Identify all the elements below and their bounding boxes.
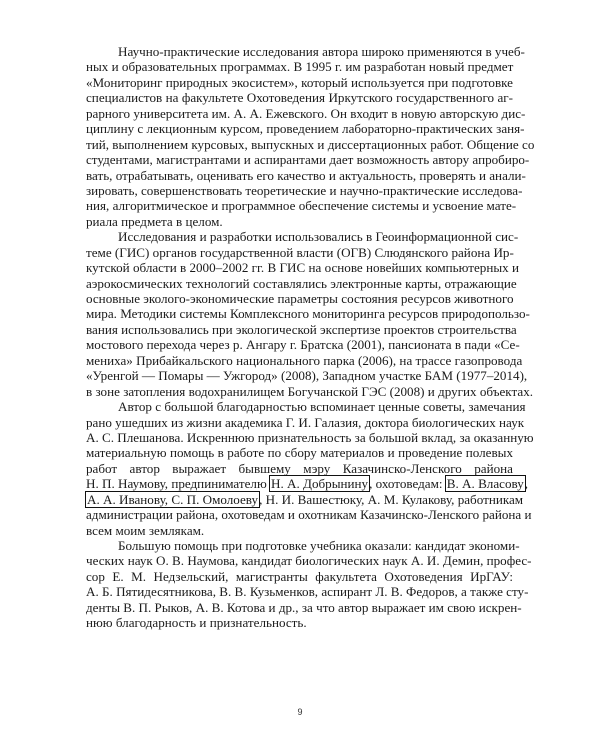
text-line: всем моим землякам.	[86, 522, 205, 538]
highlighted-name-box: Н. А. Добрынину	[271, 476, 369, 492]
text-line: кутской области в 2000–2002 гг. В ГИС на основе новейших компьютерных и	[86, 260, 519, 276]
text-line: циплину с лекционным курсом, проведением лабораторно-практических заня-	[86, 121, 525, 137]
text-line: А. Б. Пятидесятникова, В. В. Кузьменков, аспирант Л. В. Федоров, а также сту-	[86, 584, 529, 600]
text-segment: ,	[524, 476, 529, 492]
text-line: рано ушедших из жизни академика Г. И. Галазия, доктора биологических наук	[86, 414, 525, 430]
text-line: денты В. П. Рыков, А. В. Котова и др., за что автор выражает им свою искрен-	[86, 599, 522, 615]
text-line: основные эколого-экономические параметры состояния ресурсов животного	[86, 291, 514, 306]
text-segment: Н. П. Наумову, предпинимателю	[86, 476, 271, 492]
text-line: «Мониторинг природных экосистем», который используется при подготовке	[86, 74, 513, 90]
text-line: аэрокосмических технологий составлялись электронные карты, отражающие	[86, 275, 517, 291]
text-line: Исследования и разработки использовались в Геоинформационной сис-	[118, 229, 519, 245]
text-line: нюю благодарность и признательность.	[86, 615, 307, 631]
text-segment: , охотоведам:	[369, 476, 446, 492]
text-line: рарного университета им. А. А. Ежевского. Он входит в новую авторскую дис-	[86, 105, 526, 121]
text-line: тий, выполнением курсовых, выпускных и диссертационных работ. Общение со	[86, 136, 535, 152]
text-line	[86, 476, 529, 492]
text-line: ния, алгоритмическое и программное обеспечение системы и усвоение мате-	[86, 198, 517, 214]
paragraph-gis	[86, 229, 534, 399]
text-line: А. С. Плешанова. Искреннюю признательность за большой вклад, за оказанную	[86, 429, 534, 445]
text-line: мостового перехода через р. Ангару г. Братска (2001), пансионата в пади «Се-	[86, 337, 520, 353]
text-line: «Уренгой — Помары — Ужгород» (2008), Западном участке БАМ (1977–2014),	[86, 368, 528, 384]
highlighted-name-box: А. А. Иванову, С. П. Омолоеву	[87, 491, 259, 507]
text-line: сор Е. М. Недзельский, магистранты факультета Охотоведения ИрГАУ:	[86, 568, 513, 584]
text-line: Автор с большой благодарностью вспоминает ценные советы, замечания	[118, 399, 526, 415]
paragraph-helpers	[86, 538, 532, 631]
text-line: администрации района, охотоведам и охотникам Казачинско-Ленского района и	[86, 507, 532, 523]
text-line	[86, 491, 524, 507]
text-line: работ автор выражает бывшему мэру Казачинско-Ленского района	[86, 460, 513, 476]
text-line: ческих наук О. В. Наумова, кандидат биологических наук А. И. Демин, профес-	[86, 553, 532, 569]
text-line: Большую помощь при подготовке учебника оказали: кандидат экономи-	[118, 538, 520, 553]
text-line: мениха» Прибайкальского национального парка (2006), на трассе газопровода	[86, 352, 523, 368]
text-line: ных и образовательных программах. В 1995 г. им разработан новый предмет	[86, 59, 514, 75]
text-line: зировать, совершенствовать теоретические и научно-практические исследова-	[86, 182, 523, 198]
highlighted-name-box: В. А. Власову	[446, 476, 524, 492]
text-line: риала предмета в целом.	[86, 213, 223, 229]
text-segment: , Н. И. Вашестюку, А. М. Кулакову, работникам	[259, 491, 524, 507]
text-line: теме (ГИС) органов государственной власти (ОГВ) Слюдянского района Ир-	[86, 244, 514, 260]
text-line: специалистов на факультете Охотоведения Иркутского государственного аг-	[86, 90, 513, 106]
document-page	[86, 44, 535, 631]
text-line: студентами, магистрантами и аспирантами дает возможность автору апробиро-	[86, 152, 530, 168]
text-line: в зоне затопления водохранилищем Богучанской ГЭС (2008) и других объектах.	[86, 383, 534, 399]
paragraph-acknowledgements	[86, 399, 534, 538]
text-line: Научно-практические исследования автора широко применяются в учеб-	[118, 44, 525, 59]
text-line: материальную помощь в работе по сбору материалов и проведение полевых	[86, 445, 513, 461]
paragraph-teaching	[86, 44, 535, 229]
page-number: 9	[297, 707, 303, 717]
text-line: вать, отрабатывать, оценивать его качество и актуальность, проверять и анали-	[86, 167, 526, 183]
text-line: мира. Методики системы Комплексного мониторинга ресурсов природопользо-	[86, 306, 530, 322]
text-line: вания использовались при экологической экспертизе проектов строительства	[86, 321, 517, 337]
